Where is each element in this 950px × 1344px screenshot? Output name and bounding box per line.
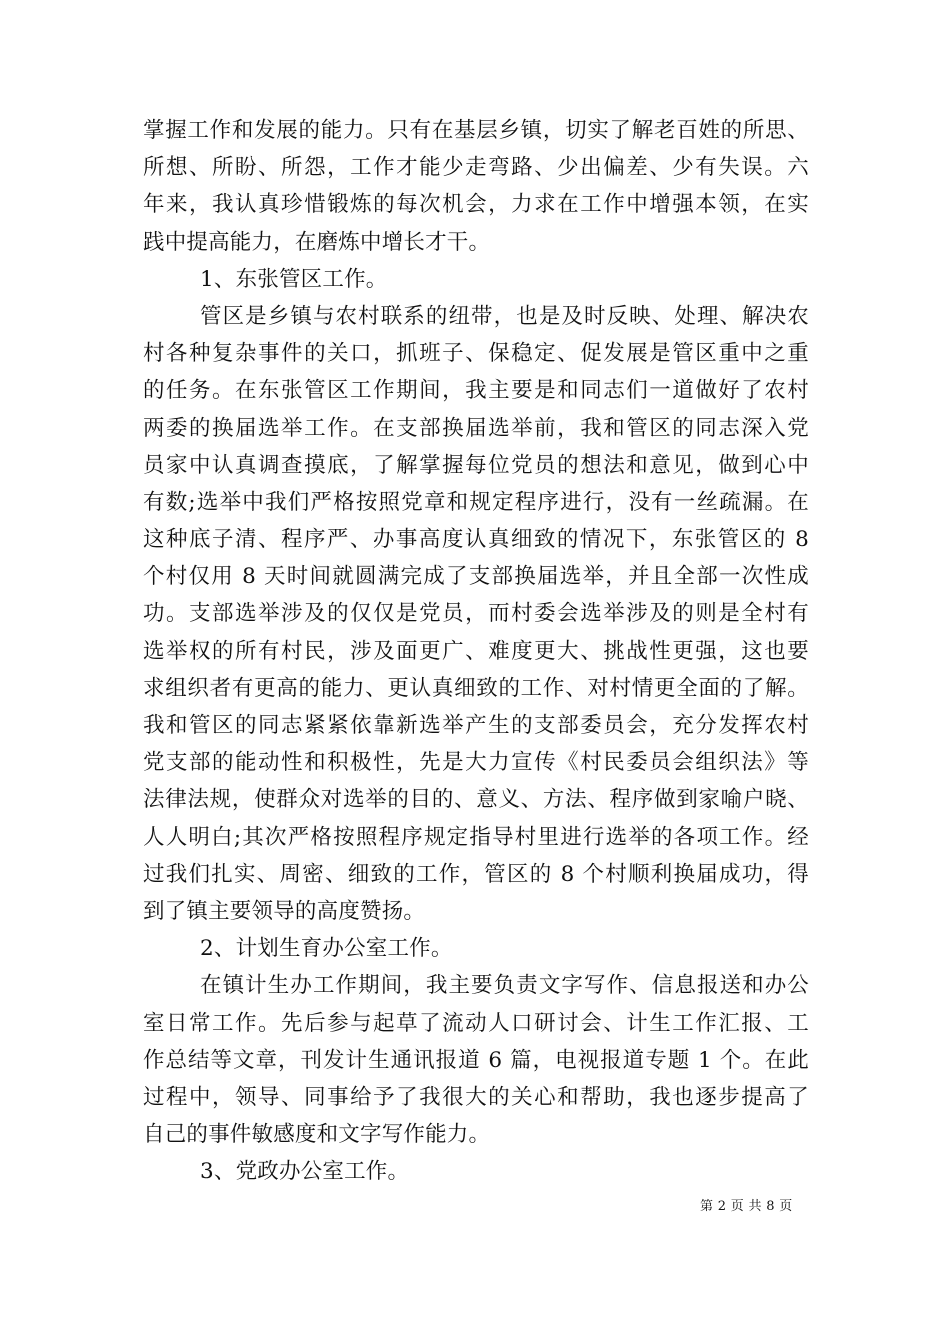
page-number: 第 2 页 共 8 页	[700, 1199, 793, 1214]
section-heading: 1、东张管区工作。	[200, 266, 388, 292]
text-line: 员家中认真调查摸底，了解掌握每位党员的想法和意见，做到心中	[143, 452, 809, 478]
text-line: 管区是乡镇与农村联系的纽带，也是及时反映、处理、解决农	[200, 303, 809, 329]
text-line: 有数;选举中我们严格按照党章和规定程序进行，没有一丝疏漏。在	[143, 489, 809, 515]
text-line: 践中提高能力，在磨炼中增长才干。	[143, 229, 491, 255]
text-line: 法律法规，使群众对选举的目的、意义、方法、程序做到家喻户晓、	[143, 787, 809, 813]
document-body	[143, 112, 809, 1190]
text-line: 室日常工作。先后参与起草了流动人口研讨会、计生工作汇报、工	[143, 1010, 809, 1036]
text-line: 掌握工作和发展的能力。只有在基层乡镇，切实了解老百姓的所思、	[143, 118, 809, 143]
text-line: 这种底子清、程序严、办事高度认真细致的情况下，东张管区的 8	[143, 527, 809, 553]
text-line: 人人明白;其次严格按照程序规定指导村里进行选举的各项工作。经	[143, 824, 809, 850]
text-line: 党支部的能动性和积极性，先是大力宣传《村民委员会组织法》等	[143, 750, 809, 776]
section-heading: 3、党政办公室工作。	[200, 1159, 410, 1185]
text-line: 过我们扎实、周密、细致的工作，管区的 8 个村顺利换届成功，得	[143, 861, 809, 887]
text-line: 功。支部选举涉及的仅仅是党员，而村委会选举涉及的则是全村有	[143, 601, 809, 627]
text-line: 的任务。在东张管区工作期间，我主要是和同志们一道做好了农村	[143, 378, 809, 404]
text-line: 所想、所盼、所怨，工作才能少走弯路、少出偏差、少有失误。六	[143, 155, 809, 181]
text-line: 个村仅用 8 天时间就圆满完成了支部换届选举，并且全部一次性成	[143, 564, 809, 590]
text-line: 我和管区的同志紧紧依靠新选举产生的支部委员会，充分发挥农村	[143, 713, 809, 738]
text-line: 选举权的所有村民，涉及面更广、难度更大、挑战性更强，这也要	[143, 638, 809, 664]
text-line: 年来，我认真珍惜锻炼的每次机会，力求在工作中增强本领，在实	[143, 192, 809, 218]
text-line: 自己的事件敏感度和文字写作能力。	[143, 1122, 491, 1148]
text-line: 在镇计生办工作期间，我主要负责文字写作、信息报送和办公	[200, 973, 809, 999]
section-heading: 2、计划生育办公室工作。	[200, 936, 453, 962]
text-line: 到了镇主要领导的高度赞扬。	[143, 898, 426, 924]
text-line: 过程中，领导、同事给予了我很大的关心和帮助，我也逐步提高了	[143, 1084, 809, 1110]
text-line: 求组织者有更高的能力、更认真细致的工作、对村情更全面的了解。	[143, 675, 809, 701]
text-line: 作总结等文章，刊发计生通讯报道 6 篇，电视报道专题 1 个。在此	[143, 1047, 809, 1073]
text-line: 两委的换届选举工作。在支部换届选举前，我和管区的同志深入党	[143, 415, 809, 441]
text-line: 村各种复杂事件的关口，抓班子、保稳定、促发展是管区重中之重	[143, 341, 809, 367]
